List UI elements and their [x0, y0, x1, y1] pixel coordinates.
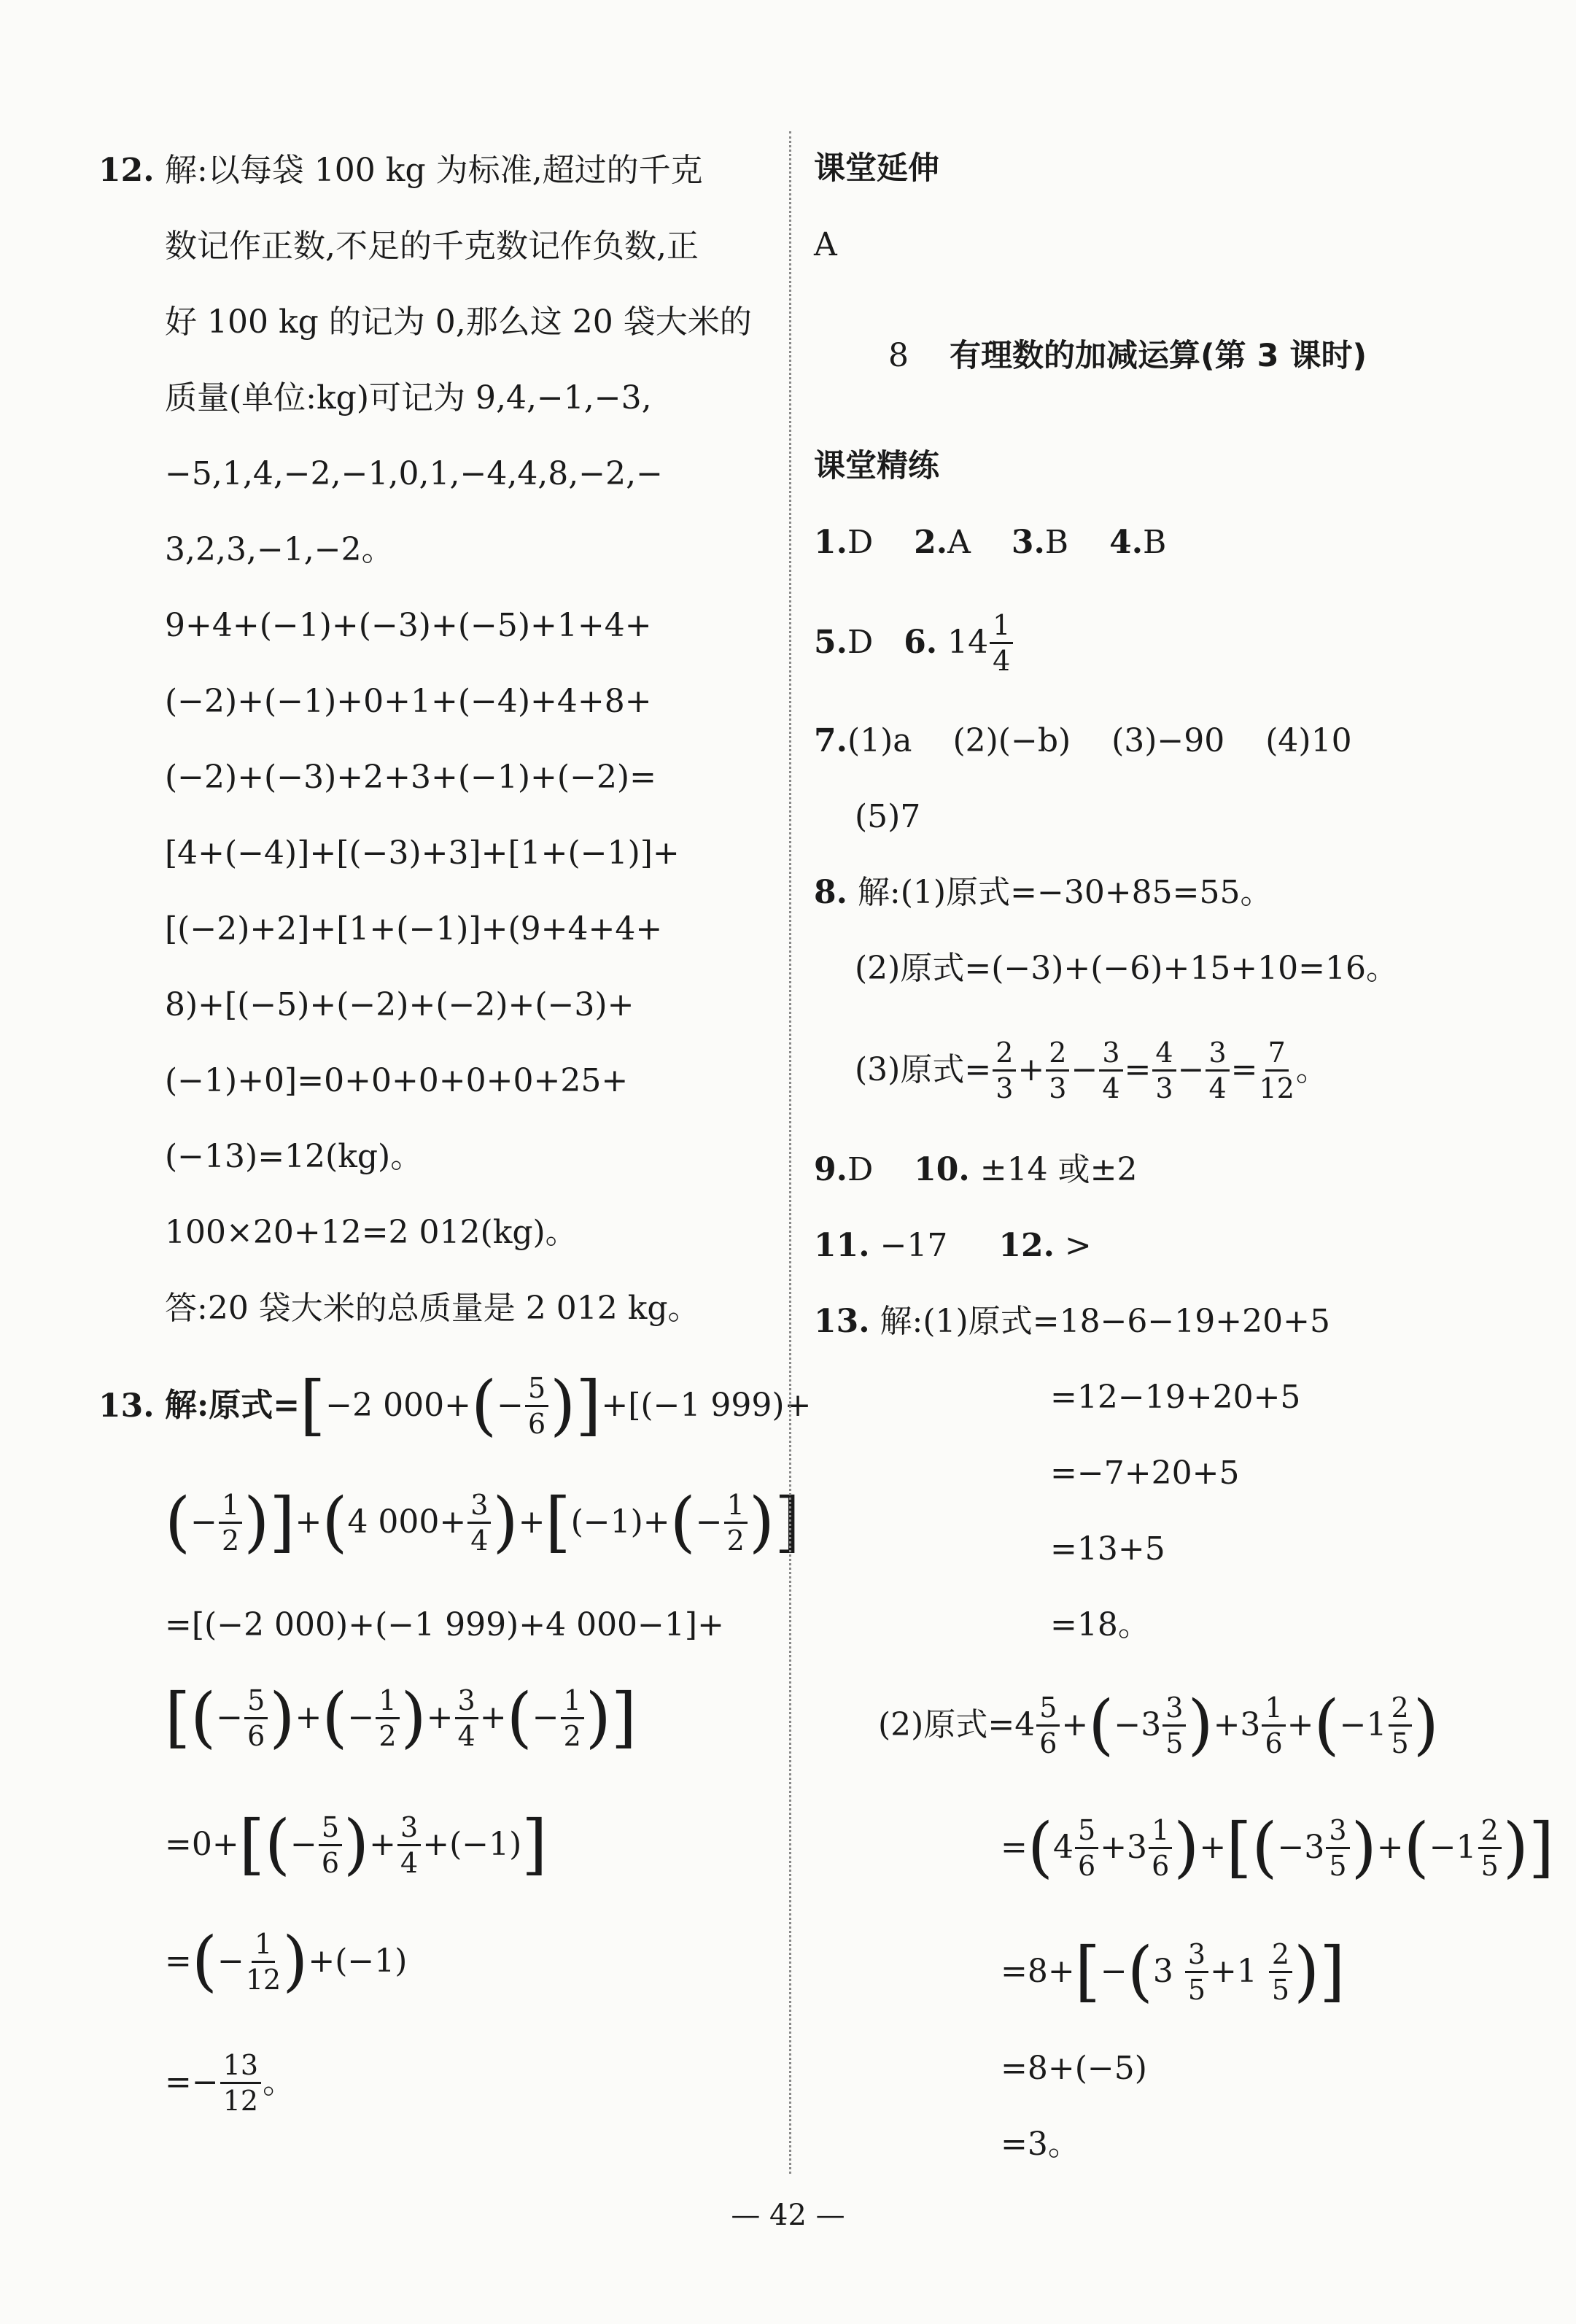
- q12-number: 12.: [98, 152, 155, 189]
- q12-line-2: 数记作正数,不足的千克数记作负数,正: [165, 228, 699, 265]
- q12-line-12: 8)+[(−5)+(−2)+(−2)+(−3)+: [165, 986, 634, 1023]
- q12-line-4: 质量(单位:kg)可记为 9,4,−1,−3,: [165, 379, 652, 417]
- q8-line-1: 8. 解:(1)原式=−30+85=55。: [814, 874, 1273, 911]
- q7-answer-5: (5)7: [855, 798, 921, 835]
- q12-line-15: 100×20+12=2 012(kg)。: [165, 1214, 578, 1251]
- column-divider: [789, 131, 791, 2174]
- q12-line-10: [4+(−4)]+[(−3)+3]+[1+(−1)]+: [165, 834, 680, 872]
- q13r-line-4: =13+5: [1050, 1530, 1165, 1568]
- q13r2-line-3: =8+ [ − ( 3 $\frac{3}{5}$ +1 $\frac{2}{5}$ ) ]: [1001, 1933, 1346, 2010]
- q13-number: 13.: [98, 1387, 155, 1425]
- q12-line-14: (−13)=12(kg)。: [165, 1138, 423, 1175]
- q8-line-2: (2)原式=(−3)+(−6)+15+10=16。: [855, 950, 1399, 987]
- q12-line-5: −5,1,4,−2,−1,0,1,−4,4,8,−2,−: [165, 455, 663, 492]
- q13-line-3: =[(−2 000)+(−1 999)+4 000−1]+: [165, 1606, 724, 1643]
- q13r2-line-2: = ( 4 $\frac{5}{6}$ +3 $\frac{1}{6}$ ) + [ ( −3 $\frac{3}{5}$ ) + ( −1 $\frac{2}{5}$ ) ]: [1001, 1809, 1554, 1886]
- practice-heading: 课堂精练: [814, 448, 939, 484]
- answers-1-4: 1.D 2.A 3.B 4.B: [814, 524, 1167, 561]
- answers-11-12: 11. −17 12. >: [814, 1227, 1092, 1264]
- q12-line-8: (−2)+(−1)+0+1+(−4)+4+8+: [165, 683, 652, 720]
- q12-line-13: (−1)+0]=0+0+0+0+0+25+: [165, 1062, 629, 1099]
- q13r2-line-5: =3。: [1001, 2126, 1080, 2163]
- q13r-line-3: =−7+20+5: [1050, 1455, 1240, 1492]
- q12-line-3: 好 100 kg 的记为 0,那么这 20 袋大米的: [165, 303, 752, 341]
- q13-line-5: =0+ [ ( − $\frac{5}{6}$ ) + $\frac{3}{4}$ +(−1) ]: [165, 1806, 548, 1883]
- q12-line-1: 解:以每袋 100 kg 为标准,超过的千克: [165, 152, 703, 189]
- q13r-line-5: =18。: [1050, 1606, 1150, 1643]
- q13r-line-2: =12−19+20+5: [1050, 1379, 1301, 1416]
- q13-line-1: 解:原式= [ −2 000+ ( − $\frac{5}{6}$ ) ] +[(−1 999)+: [165, 1367, 812, 1444]
- q13r2-line-4: =8+(−5): [1001, 2050, 1147, 2087]
- answers-5-6: 5. D 6. 14 $\frac{1}{4}$: [814, 610, 1014, 675]
- q7-answers: 7.(1)a (2)(−b) (3)−90 (4)10: [814, 722, 1352, 759]
- answers-9-10: 9.D 10. ±14 或±2: [814, 1151, 1138, 1188]
- q12-line-16: 答:20 袋大米的总质量是 2 012 kg。: [165, 1290, 700, 1327]
- page-number: — 42 —: [731, 2199, 845, 2232]
- q13-line-4: [ ( − $\frac{5}{6}$ ) + ( − $\frac{1}{2}$ ) + $\frac{3}{4}$ + ( − $\frac{1}{2}$ ) ]: [165, 1679, 637, 1756]
- q13-line-6: = ( − $\frac{1}{12}$ ) +(−1): [165, 1923, 408, 1999]
- q13r2-line-1: (2)原式=4 $\frac{5}{6}$ + ( −3 $\frac{3}{5}$ ) +3 $\frac{1}{6}$ + ( −1 $\frac{2}{5}$ ): [878, 1686, 1439, 1763]
- q12-line-7: 9+4+(−1)+(−3)+(−5)+1+4+: [165, 607, 652, 644]
- q12-line-11: [(−2)+2]+[1+(−1)]+(9+4+4+: [165, 910, 663, 948]
- q12-line-6: 3,2,3,−1,−2。: [165, 531, 394, 568]
- section-title: 8 有理数的加减运算(第 3 课时): [888, 337, 1367, 374]
- q13-line-7: =− $\frac{13}{12}$ 。: [165, 2048, 295, 2117]
- q13r-line-1: 13. 解:(1)原式=18−6−19+20+5: [814, 1303, 1331, 1340]
- extension-heading: 课堂延伸: [814, 150, 939, 187]
- extension-answer: A: [814, 226, 837, 263]
- q13-line-2: ( − $\frac{1}{2}$ ) ] + ( 4 000+ $\frac{3}{4}$ ) + [ (−1)+ ( − $\frac{1}{2}$ ) ]: [165, 1484, 801, 1560]
- q8-line-3: (3)原式= $\frac{2}{3}$ + $\frac{2}{3}$ − $\frac{3}{4}$ = $\frac{4}{3}$ − $\frac{3}{4}$ = $\frac{7}{12}$ 。: [855, 1036, 1328, 1104]
- q12-line-9: (−2)+(−3)+2+3+(−1)+(−2)=: [165, 759, 656, 796]
